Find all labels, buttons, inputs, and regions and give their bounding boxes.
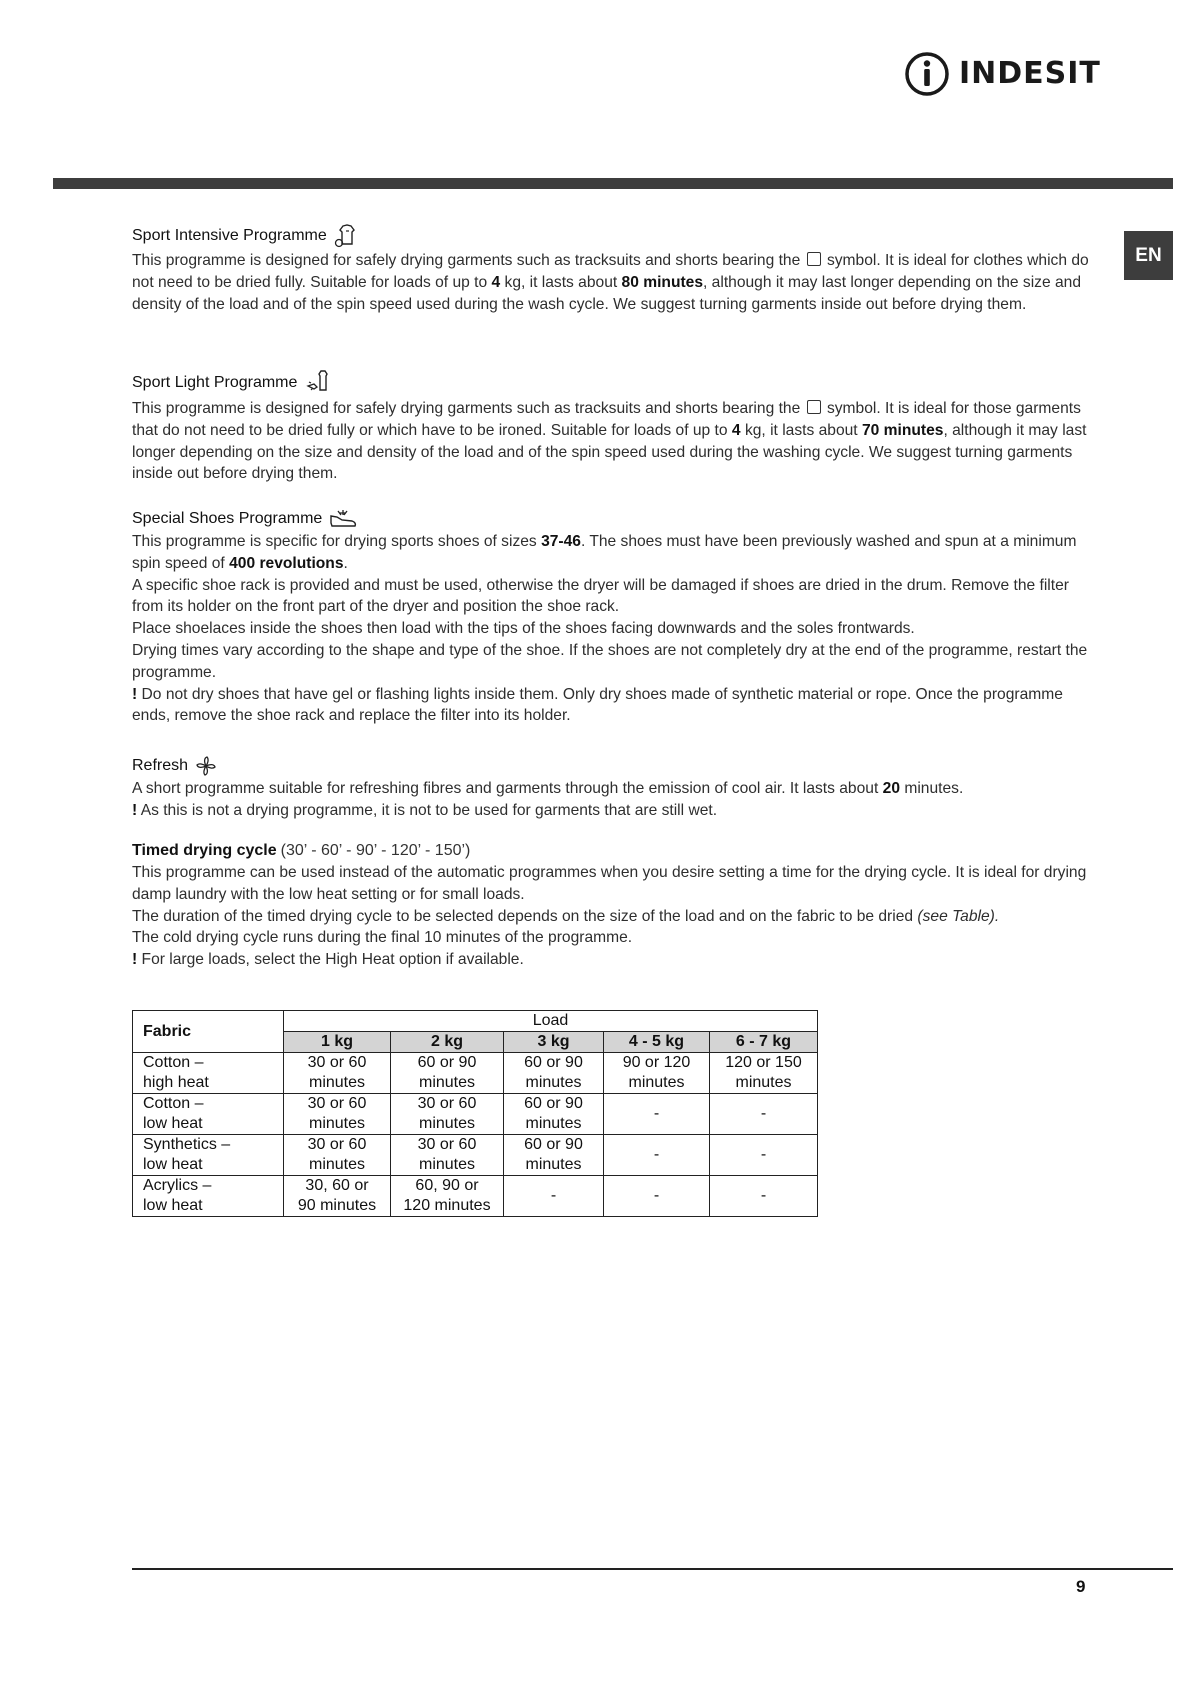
paragraph: The cold drying cycle runs during the final 10 minutes of the programme. bbox=[132, 929, 633, 947]
paragraph bbox=[132, 531, 1097, 575]
text: symbol. It is ideal for those garments that do not need to be dried fully or which have to be ironed. Suitable for loads of up to bbox=[132, 400, 1081, 439]
cell-line: 120 minutes bbox=[403, 1197, 491, 1214]
section-title bbox=[132, 222, 1097, 250]
text: As this is not a drying programme, it is not to be used for garments that are still wet. bbox=[140, 801, 718, 819]
text: , although it may last longer depending on the size and density of the load and of the spin speed used during the wash cycle. We suggest turning garments inside out before drying them. bbox=[132, 273, 1081, 313]
footer-rule bbox=[132, 1568, 1173, 1570]
cell-line: 30 or 60 bbox=[307, 1136, 367, 1153]
duration-value: 20 bbox=[882, 780, 900, 797]
fabric-heat: high heat bbox=[143, 1074, 209, 1091]
warning-paragraph bbox=[132, 949, 1097, 971]
cell-line: minutes bbox=[735, 1074, 792, 1091]
warning-paragraph bbox=[132, 684, 1097, 728]
table-cell: - bbox=[604, 1135, 710, 1176]
brand-name: INDESIT bbox=[959, 56, 1101, 91]
text: A short programme suitable for refreshing fibres and garments through the emission of cool air. It lasts about bbox=[132, 780, 879, 797]
table-cell bbox=[710, 1053, 818, 1094]
cell-line: minutes bbox=[308, 1074, 366, 1091]
fabric-name: Cotton – bbox=[143, 1054, 204, 1071]
paragraph bbox=[132, 906, 1097, 928]
paragraph: This programme can be used instead of the automatic programmes when you desire setting a time for the drying cycle. It is ideal for drying damp laundry with the low heat setting or for small loads. bbox=[132, 864, 1087, 903]
sport-shirt-icon bbox=[333, 222, 361, 250]
cell-line: minutes bbox=[308, 1156, 366, 1173]
paragraph: Drying times vary according to the shape and type of the shoe. If the shoes are not completely dry at the end of the programme, restart the programme. bbox=[132, 641, 1088, 681]
brand-logo-icon bbox=[903, 50, 951, 98]
fabric-cell bbox=[133, 1135, 284, 1176]
table-row bbox=[133, 1053, 818, 1094]
paragraph: A specific shoe rack is provided and must be used, otherwise the dryer will be damaged if shoes are dried in the drum. Remove the filter from its holder on the front part of the dryer and position the shoe rack. bbox=[132, 576, 1069, 616]
text: This programme is designed for safely drying garments such as tracksuits and shorts bearing the bbox=[132, 252, 801, 269]
sport-light-icon bbox=[303, 368, 333, 398]
warning-mark: ! bbox=[132, 685, 138, 703]
section-title-text: Special Shoes Programme bbox=[132, 510, 323, 527]
table-cell bbox=[391, 1135, 504, 1176]
cell-line: minutes bbox=[525, 1115, 582, 1132]
cell-line: minutes bbox=[525, 1074, 582, 1091]
table-cell bbox=[391, 1053, 504, 1094]
warning-mark: ! bbox=[132, 801, 138, 819]
text: For large loads, select the High Heat option if available. bbox=[141, 951, 524, 969]
column-header: 6 - 7 kg bbox=[710, 1032, 818, 1053]
section-title-text: Sport Light Programme bbox=[132, 374, 298, 391]
table-reference: (see Table). bbox=[917, 907, 1000, 925]
cell-line: 120 or 150 bbox=[725, 1054, 802, 1071]
cell-line: minutes bbox=[418, 1074, 476, 1091]
section-special-shoes bbox=[132, 507, 1097, 727]
shoe-icon bbox=[328, 507, 358, 531]
cell-line: 30 or 60 bbox=[307, 1054, 367, 1071]
load-header: Load bbox=[284, 1011, 818, 1032]
table-row bbox=[133, 1135, 818, 1176]
section-title bbox=[132, 754, 1097, 778]
section-sport-light bbox=[132, 368, 1097, 485]
table-row bbox=[133, 1094, 818, 1135]
text: . bbox=[343, 554, 348, 572]
table-cell: - bbox=[710, 1176, 818, 1217]
text: minutes. bbox=[904, 780, 964, 797]
fabric-name: Synthetics – bbox=[143, 1136, 231, 1153]
cell-line: 60 or 90 bbox=[524, 1054, 583, 1071]
cell-line: minutes bbox=[308, 1115, 366, 1132]
table-cell: - bbox=[710, 1135, 818, 1176]
duration-value: 70 minutes bbox=[861, 421, 944, 439]
table-cell bbox=[504, 1053, 604, 1094]
cell-line: minutes bbox=[418, 1115, 476, 1132]
fabric-cell bbox=[133, 1094, 284, 1135]
section-title bbox=[132, 840, 1097, 862]
cell-line: minutes bbox=[628, 1074, 685, 1091]
table-cell bbox=[391, 1176, 504, 1217]
table-cell: - bbox=[604, 1094, 710, 1135]
table-cell bbox=[284, 1176, 391, 1217]
cell-line: minutes bbox=[525, 1156, 582, 1173]
load-value: 4 bbox=[491, 273, 501, 291]
time-options: (30’ - 60’ - 90’ - 120’ - 150’) bbox=[280, 842, 471, 859]
table-cell bbox=[284, 1135, 391, 1176]
fabric-heat: low heat bbox=[143, 1115, 203, 1132]
table-cell: - bbox=[504, 1176, 604, 1217]
section-title-text: Sport Intensive Programme bbox=[132, 227, 327, 244]
section-title-text: Timed drying cycle bbox=[132, 842, 277, 859]
language-tab: EN bbox=[1124, 231, 1173, 280]
fabric-heat: low heat bbox=[143, 1156, 203, 1173]
drying-time-table bbox=[132, 1010, 818, 1217]
cell-line: 90 minutes bbox=[297, 1197, 377, 1214]
paragraph bbox=[132, 398, 1097, 485]
fabric-heat: low heat bbox=[143, 1197, 203, 1214]
section-title bbox=[132, 507, 1097, 531]
spin-speed: 400 revolutions bbox=[229, 554, 344, 572]
fabric-name: Cotton – bbox=[143, 1095, 204, 1112]
cell-line: minutes bbox=[418, 1156, 476, 1173]
cell-line: 60 or 90 bbox=[524, 1136, 583, 1153]
page-number: 9 bbox=[1076, 1577, 1086, 1596]
section-title-text: Refresh bbox=[132, 757, 189, 774]
text: , although it may last longer depending on the size and density of the load and of the spin speed used during the washing cycle. We suggest turning garments inside out before drying them. bbox=[132, 421, 1087, 483]
table-cell bbox=[504, 1094, 604, 1135]
text: kg, it lasts about bbox=[744, 421, 858, 439]
care-symbol-icon bbox=[807, 400, 821, 414]
column-header: 1 kg bbox=[284, 1032, 391, 1053]
column-header: 2 kg bbox=[391, 1032, 504, 1053]
cell-line: 90 or 120 bbox=[622, 1054, 691, 1071]
cell-line: 30 or 60 bbox=[417, 1095, 477, 1112]
table-cell bbox=[504, 1135, 604, 1176]
load-value: 4 bbox=[731, 421, 741, 439]
cell-line: 60 or 90 bbox=[417, 1054, 477, 1071]
shoe-sizes: 37-46 bbox=[541, 533, 581, 550]
fabric-header: Fabric bbox=[133, 1011, 284, 1053]
section-title bbox=[132, 368, 1097, 398]
section-sport-intensive bbox=[132, 222, 1097, 315]
duration-value: 80 minutes bbox=[621, 273, 704, 291]
care-symbol-icon bbox=[807, 252, 821, 266]
cell-line: 60 or 90 bbox=[524, 1095, 583, 1112]
paragraph: Place shoelaces inside the shoes then load with the tips of the shoes facing downwards and the soles frontwards. bbox=[132, 620, 915, 638]
cell-line: 60, 90 or bbox=[415, 1177, 479, 1194]
section-refresh bbox=[132, 754, 1097, 822]
table-row bbox=[133, 1176, 818, 1217]
fabric-cell bbox=[133, 1176, 284, 1217]
text: This programme is specific for drying sports shoes of sizes bbox=[132, 533, 537, 550]
text: . The shoes must have been previously washed and spun at a minimum spin speed of bbox=[132, 533, 1077, 572]
cell-line: 30 or 60 bbox=[307, 1095, 367, 1112]
brand-logo bbox=[903, 50, 1101, 98]
text: This programme is designed for safely drying garments such as tracksuits and shorts bearing the bbox=[132, 400, 801, 417]
warning-paragraph bbox=[132, 800, 1097, 822]
table-cell bbox=[284, 1053, 391, 1094]
fabric-name: Acrylics – bbox=[143, 1177, 212, 1194]
cell-line: 30 or 60 bbox=[417, 1136, 477, 1153]
header-rule bbox=[53, 178, 1173, 189]
text: Do not dry shoes that have gel or flashing lights inside them. Only dry shoes made of synthetic material or rope. Once the programme ends, remove the shoe rack and replace the filter into its holder. bbox=[132, 685, 1063, 725]
table-cell: - bbox=[604, 1176, 710, 1217]
cell-line: 30, 60 or bbox=[305, 1177, 369, 1194]
section-timed-drying bbox=[132, 840, 1097, 971]
fan-icon bbox=[194, 754, 218, 778]
text: symbol. It is ideal for clothes which do not need to be dried fully. Suitable for loads of up to bbox=[132, 252, 1089, 291]
table-cell bbox=[604, 1053, 710, 1094]
paragraph bbox=[132, 778, 1097, 800]
table-cell bbox=[284, 1094, 391, 1135]
column-header: 3 kg bbox=[504, 1032, 604, 1053]
column-header: 4 - 5 kg bbox=[604, 1032, 710, 1053]
table-cell bbox=[391, 1094, 504, 1135]
text: kg, it lasts about bbox=[504, 273, 618, 291]
paragraph bbox=[132, 250, 1097, 315]
table-cell: - bbox=[710, 1094, 818, 1135]
text: The duration of the timed drying cycle to be selected depends on the size of the load and on the fabric to be dried bbox=[132, 907, 914, 925]
fabric-cell bbox=[133, 1053, 284, 1094]
warning-mark: ! bbox=[132, 951, 138, 969]
